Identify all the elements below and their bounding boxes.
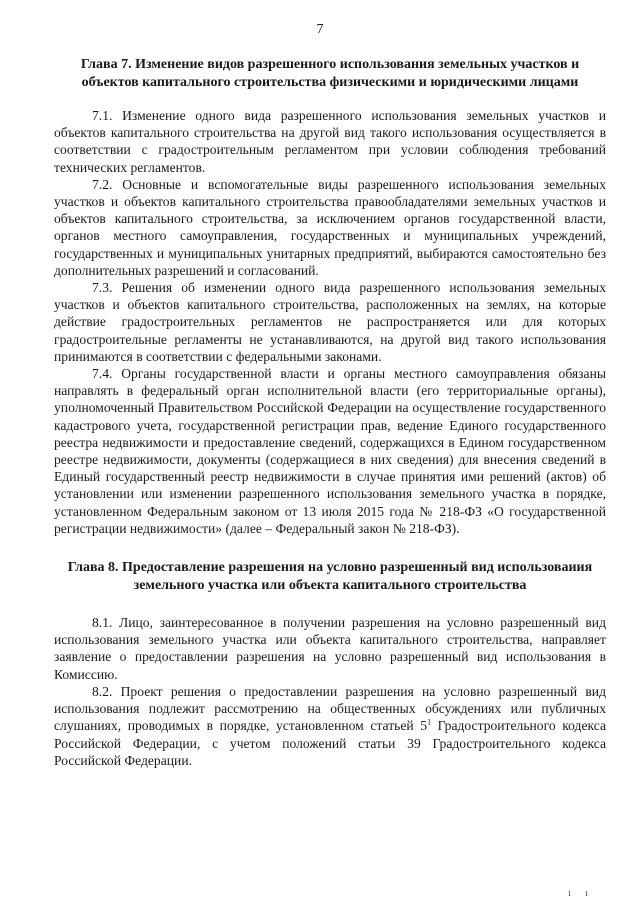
paragraph-7-3: 7.3. Решения об изменении одного вида разрешенного использования земельных участков и объектов капитального строительства, расположенных на землях, на которые действие градостроительных регламентов не распространяется или для которых градостроительные регламенты не устанавливаются, на другой вид такого использования принимаются в соответствии с федеральными законами. bbox=[54, 280, 606, 364]
paragraph-8-2-tail: Градостроительного кодекса Российской Федерации, с учетом положений статьи 39 Градостроительного кодекса Российской Федерации. bbox=[54, 718, 606, 768]
page-content bbox=[54, 56, 606, 769]
paragraph-7-2: 7.2. Основные и вспомогательные виды разрешенного использования земельных участков и объектов капитального строительства правообладателями земельных участков и объектов капитального строительства, за исключением органов государственной власти, органов местного самоуправления, государственных и муниципальных учреждений, государственных и муниципальных унитарных предприятий, выбираются самостоятельно без дополнительных разрешений и согласований. bbox=[54, 176, 606, 278]
chapter-8-title: Глава 8. Предоставление разрешения на условно разрешенный вид использоваиия земельного участка или объекта капитального строительства bbox=[67, 560, 593, 593]
article-superscript: 1 bbox=[427, 717, 432, 727]
chapter-7-title: Глава 7. Изменение видов разрешенного использования земельных участков и объектов капитального строительства физическими и юридическими лицами bbox=[80, 57, 580, 90]
corner-marks: ı ı bbox=[567, 888, 594, 899]
paragraph-8-1: 8.1. Лицо, заинтересованное в получении разрешения на условно разрешенный вид использования земельного участка или объекта капитального строительства, направляет заявление о предоставлении разрешения на условно разрешенный вид использования в Комиссию. bbox=[54, 615, 606, 682]
paragraph-8-2-main: 8.2. Проект решения о предоставлении разрешения на условно разрешенный вид использования подлежит рассмотрению на общественных обсуждениях или публичных слушаниях, проводимых в порядке, установленном статьей 5 bbox=[54, 683, 606, 734]
paragraph-7-4: 7.4. Органы государственной власти и органы местного самоуправления обязаны направлять в федеральный орган исполнительной власти (его территориальные органы), уполномоченный Правительством Российской Федерации на осуществление государственного кадастрового учета, государственной регистрации прав, ведение Единого государственного реестра недвижимости и предоставление сведений, содержащихся в Едином государственном реестре недвижимости, документы (содержащиеся в них сведения) для внесения сведений в Единый государственный реестр недвижимости в случае принятия ими решений (актов) об установлении или изменении разрешенного использования земельного участка в порядке, установленном Федеральным законом от 13 июля 2015 года № 218-ФЗ «О государственной регистрации недвижимости» (далее – Федеральный закон № 218-ФЗ). bbox=[54, 366, 606, 536]
page-number: 7 bbox=[316, 22, 324, 37]
paragraph-8-2 bbox=[54, 683, 606, 769]
paragraph-7-1: 7.1. Изменение одного вида разрешенного использования земельных участков и объектов капитального строительства на другой вид такого использования осуществляется в соответствии с градостроительным регламентом при условии соблюдения требований технических регламентов. bbox=[54, 108, 606, 175]
